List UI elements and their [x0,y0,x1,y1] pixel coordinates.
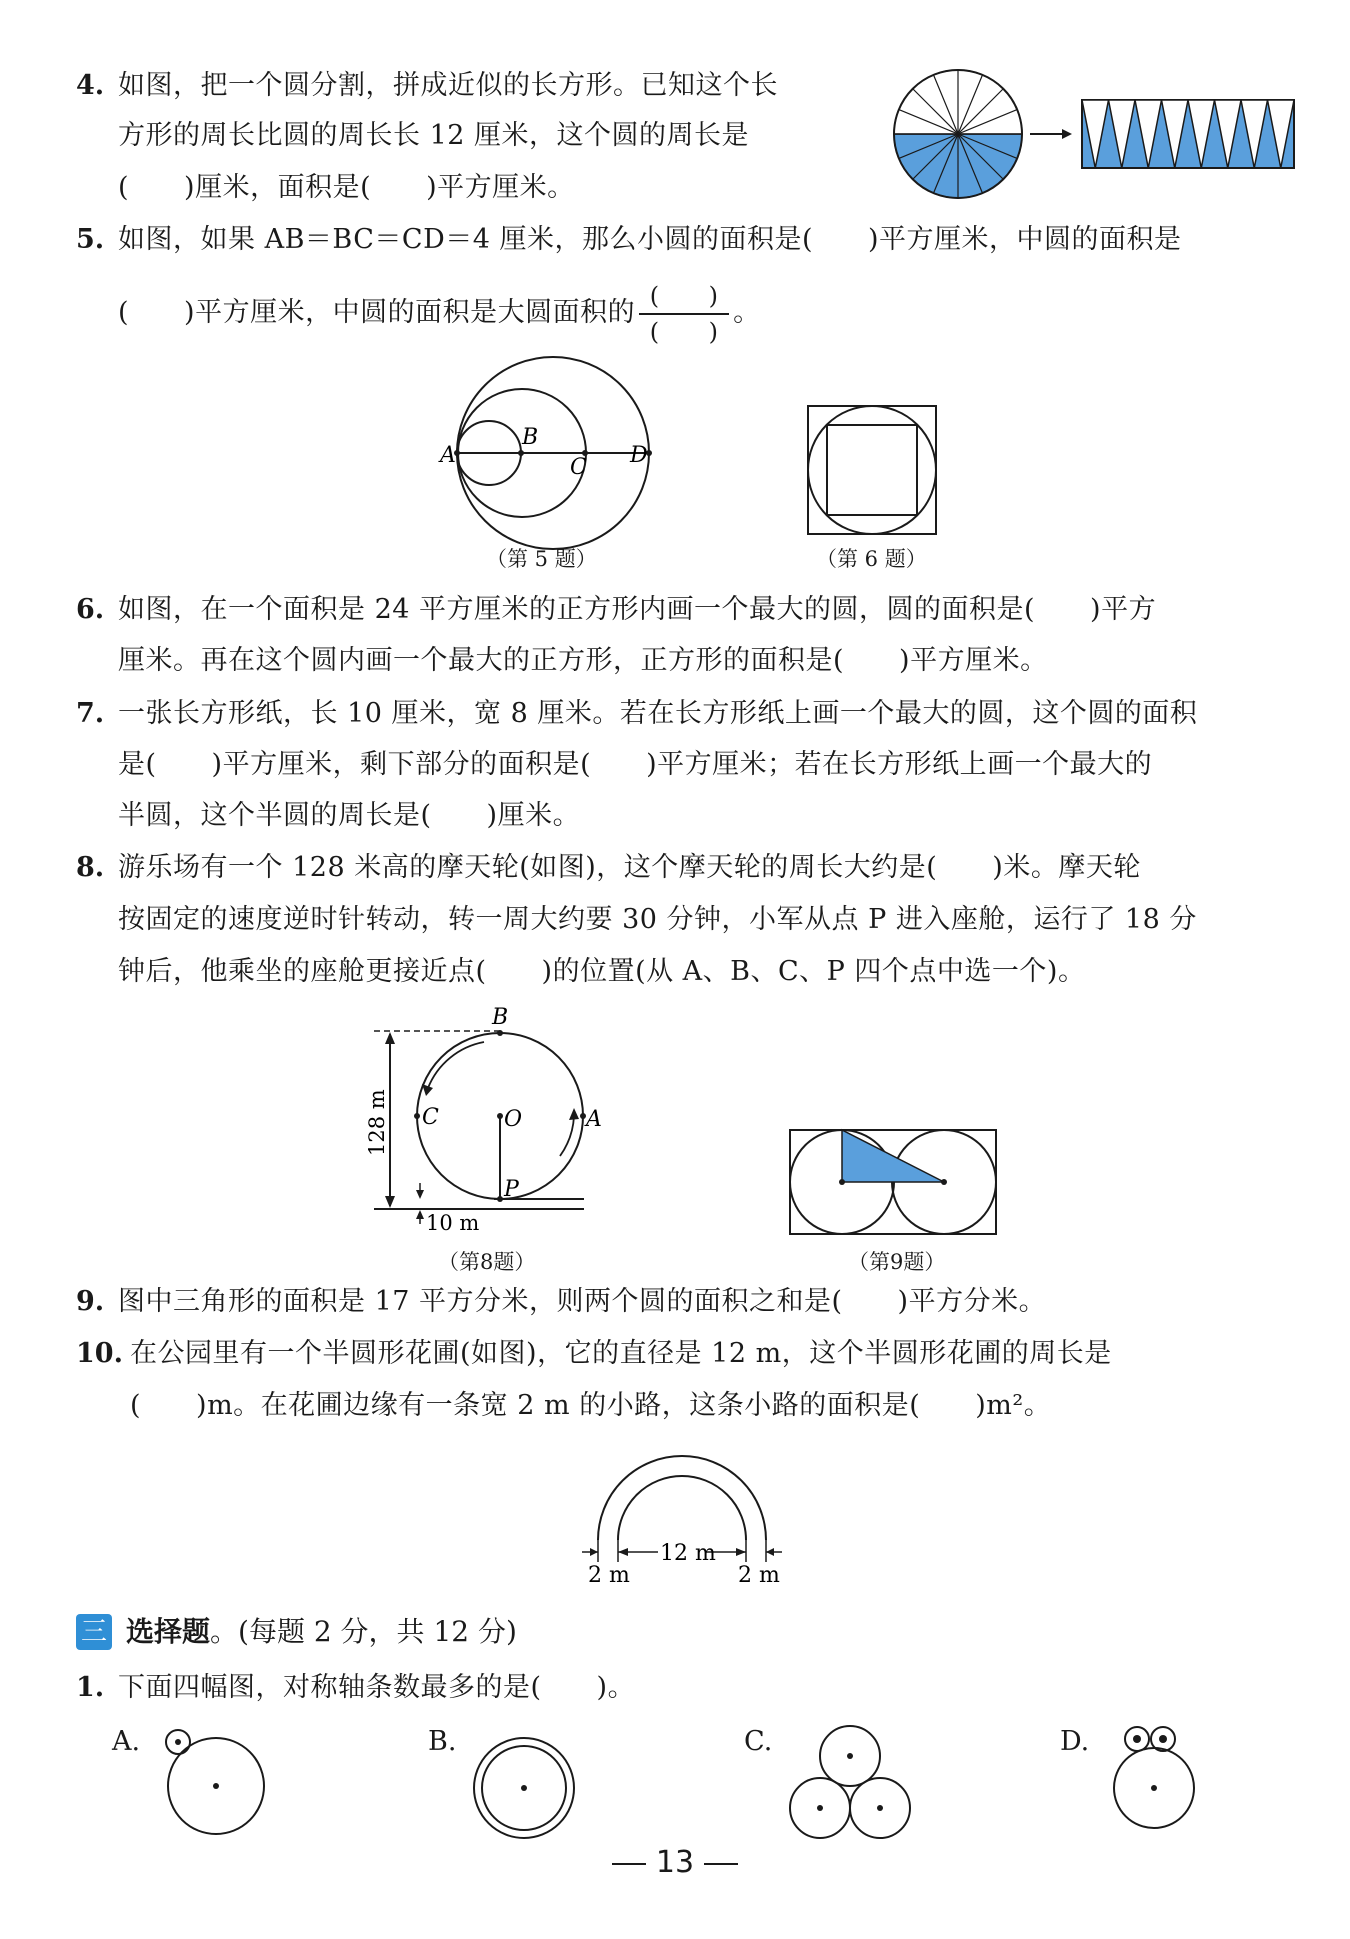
mc1-option-d-figure [1104,1722,1204,1838]
mc1-option-c-label: C. [744,1726,773,1757]
q5-nested-circles-figure [440,366,650,556]
q8-label-b: B [492,1005,509,1030]
q10-line-2: ( )m。在花圃边缘有一条宽 2 m 的小路，这条小路的面积是( )m²。 [130,1390,1052,1421]
q8-label-a: A [586,1107,602,1132]
q4-number: 4. [76,70,105,101]
q4-line-3: ( )厘米，面积是( )平方厘米。 [118,172,575,203]
q10-label-diameter: 12 m [660,1541,716,1566]
q8-label-base: 10 m [426,1211,480,1235]
q6-caption: （第 6 题） [816,547,927,571]
q5-number: 5. [76,224,105,255]
q5-line-2-end: 。 [733,297,761,328]
q5-label-a: A [440,443,456,468]
q5-line-2-text: ( )平方厘米，中圆的面积是大圆面积的 [118,297,636,328]
q8-ferris-wheel-figure [364,1005,602,1246]
q4-circle-to-rectangle-figure [888,66,1308,186]
section-title-note: 。(每题 2 分，共 12 分) [210,1615,517,1648]
q9-line: 图中三角形的面积是 17 平方分米，则两个圆的面积之和是( )平方分米。 [118,1286,1047,1317]
q9-number: 9. [76,1286,105,1317]
q7-line-2: 是( )平方厘米，剩下部分的面积是( )平方厘米；若在长方形纸上画一个最大的 [118,749,1153,780]
q8-label-c: C [422,1105,439,1130]
q6-line-2: 厘米。再在这个圆内画一个最大的正方形，正方形的面积是( )平方厘米。 [118,645,1048,676]
q8-line-1: 游乐场有一个 128 米高的摩天轮(如图)，这个摩天轮的周长大约是( )米。摩天轮 [118,852,1141,883]
q5-line-1: 如图，如果 AB＝BC＝CD＝4 厘米，那么小圆的面积是( )平方厘米，中圆的面积是 [118,224,1182,255]
q4-line-2: 方形的周长比圆的周长长 12 厘米，这个圆的周长是 [118,120,750,151]
mc1-option-c-figure [786,1722,916,1844]
section-title-main: 选择题 [126,1615,211,1648]
mc1-number: 1. [76,1672,105,1703]
q7-number: 7. [76,698,105,729]
q6-number: 6. [76,594,105,625]
q10-line-1: 在公园里有一个半圆形花圃(如图)，它的直径是 12 m，这个半圆形花圃的周长是 [130,1338,1112,1369]
q8-label-o: O [504,1107,523,1132]
q10-label-width-left: 2 m [588,1563,630,1588]
q6-line-1: 如图，在一个面积是 24 平方厘米的正方形内画一个最大的圆，圆的面积是( )平方 [118,594,1157,625]
q8-number: 8. [76,852,105,883]
q7-line-3: 半圆，这个半圆的周长是( )厘米。 [118,800,581,831]
q8-caption: （第8题） [438,1250,536,1274]
q10-label-width-right: 2 m [738,1563,780,1588]
q10-number: 10. [76,1338,123,1369]
mc1-option-b-label: B. [428,1726,457,1757]
q8-label-p: P [504,1177,519,1202]
section-badge: 三 [76,1614,112,1650]
mc1-option-b-figure [470,1734,578,1842]
q6-square-circle-square-figure [806,404,940,538]
q5-fraction-numerator: ( ) [649,281,719,310]
mc1-option-a-label: A. [112,1726,141,1757]
q5-label-b: B [522,425,539,450]
page-number-dash-left [612,1863,646,1865]
q10-semicircle-garden-figure [572,1436,792,1586]
q9-caption: （第9题） [848,1250,946,1274]
q8-line-3: 钟后，他乘坐的座舱更接近点( )的位置(从 A、B、C、P 四个点中选一个)。 [118,956,1086,987]
q5-fraction-blank [639,281,729,347]
mc1-option-a-figure [160,1722,270,1838]
q4-line-1: 如图，把一个圆分割，拼成近似的长方形。已知这个长 [118,70,778,101]
q8-line-2: 按固定的速度逆时针转动，转一周大约要 30 分钟，小军从点 P 进入座舱，运行了 18 分 [118,904,1197,935]
mc1-option-d-label: D. [1060,1726,1090,1757]
q8-label-height: 128 m [365,1089,389,1156]
page-number-text: 13 [655,1845,695,1880]
page-number-dash-right [704,1863,738,1865]
q5-line-2 [118,280,761,347]
q5-fraction-denominator: ( ) [649,317,719,346]
section-title [126,1612,517,1652]
q9-two-circles-triangle-figure [788,1128,1000,1236]
q5-fraction-bar [639,313,729,315]
q5-label-d: D [630,443,648,468]
page-number [0,1845,1350,1880]
mc1-line: 下面四幅图，对称轴条数最多的是( )。 [118,1672,636,1703]
q5-caption: （第 5 题） [486,547,597,571]
q5-label-c: C [570,455,587,480]
q7-line-1: 一张长方形纸，长 10 厘米，宽 8 厘米。若在长方形纸上画一个最大的圆，这个圆的面积 [118,698,1198,729]
